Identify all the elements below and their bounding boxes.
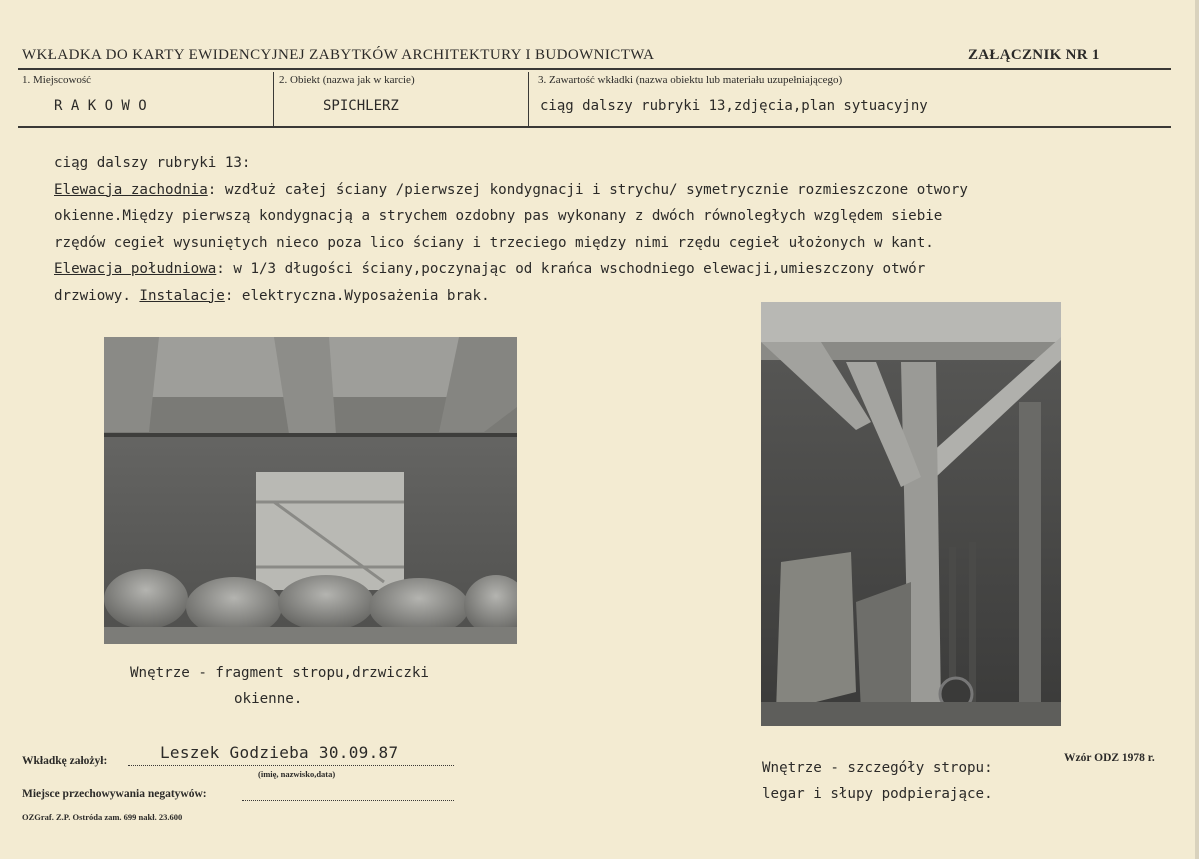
left-photo-caption-line-2: okienne. bbox=[234, 691, 303, 707]
negative-storage-dotted-line bbox=[242, 800, 454, 801]
west-elevation-text-2: okienne.Między pierwszą kondygnacją a strychem ozdobny pas wykonany z dwóch równoległych względem siebie bbox=[54, 208, 943, 224]
photo-ceiling-posts bbox=[761, 302, 1061, 726]
right-photo-caption-line-2: legar i słupy podpierające. bbox=[762, 786, 993, 802]
contents-value: ciąg dalszy rubryki 13,zdjęcia,plan sytuacyjny bbox=[540, 98, 928, 114]
installations-text: : elektryczna.Wyposażenia brak. bbox=[224, 287, 490, 304]
annex-number: ZAŁĄCZNIK NR 1 bbox=[968, 47, 1100, 63]
negative-storage-label: Miejsce przechowywania negatywów: bbox=[22, 788, 207, 800]
west-elevation-text-3: rzędów cegieł wysuniętych nieco poza lico ściany i trzeciego między nimi rzędu cegieł ułożonych w kant. bbox=[54, 234, 934, 251]
left-photo-caption bbox=[130, 660, 510, 712]
installations-heading: Instalacje bbox=[139, 287, 225, 304]
description-text bbox=[54, 150, 1134, 309]
south-elevation-text-2: drzwiowy. bbox=[54, 287, 140, 304]
header-rule-top bbox=[18, 68, 1171, 70]
object-value: SPICHLERZ bbox=[323, 98, 399, 114]
field-divider-2 bbox=[528, 72, 529, 126]
header-rule-bottom bbox=[18, 126, 1171, 128]
right-photo-caption-line-1: Wnętrze - szczegóły stropu: bbox=[762, 760, 993, 776]
document-title: WKŁADKA DO KARTY EWIDENCYJNEJ ZABYTKÓW ARCHITEKTURY I BUDOWNICTWA bbox=[22, 47, 655, 63]
left-photo-caption-line-1: Wnętrze - fragment stropu,drzwiczki bbox=[130, 665, 429, 681]
photo-ceiling-fragment bbox=[104, 337, 517, 644]
right-photo-caption bbox=[762, 755, 1092, 807]
field-divider-1 bbox=[273, 72, 274, 126]
west-elevation-text-1: : wzdłuż całej ściany /pierwszej kondygnacji i strychu/ symetrycznie rozmieszczone otwory bbox=[207, 181, 968, 198]
locality-label: 1. Miejscowość bbox=[22, 74, 92, 86]
founder-label: Wkładkę założył: bbox=[22, 755, 108, 767]
west-elevation-heading: Elewacja zachodnia bbox=[54, 181, 208, 198]
founder-dotted-line bbox=[128, 765, 454, 766]
page-edge bbox=[1195, 0, 1199, 859]
contents-label: 3. Zawartość wkładki (nazwa obiektu lub materiału uzupełniającego) bbox=[538, 74, 843, 86]
south-elevation-heading: Elewacja południowa bbox=[54, 261, 217, 277]
founder-hint: (imię, nazwisko,data) bbox=[258, 769, 336, 779]
object-label: 2. Obiekt (nazwa jak w karcie) bbox=[279, 74, 415, 86]
locality-value: R A K O W O bbox=[54, 98, 147, 114]
intro-line: ciąg dalszy rubryki 13: bbox=[54, 155, 251, 171]
form-model: Wzór ODZ 1978 r. bbox=[1064, 752, 1155, 764]
south-elevation-text-1: : w 1/3 długości ściany,poczynając od krańca wschodniego elewacji,umieszczony otwór bbox=[216, 261, 926, 277]
founder-value: Leszek Godzieba 30.09.87 bbox=[160, 743, 399, 762]
printer-note: OZGraf. Z.P. Ostróda zam. 699 nakł. 23.600 bbox=[22, 812, 183, 822]
